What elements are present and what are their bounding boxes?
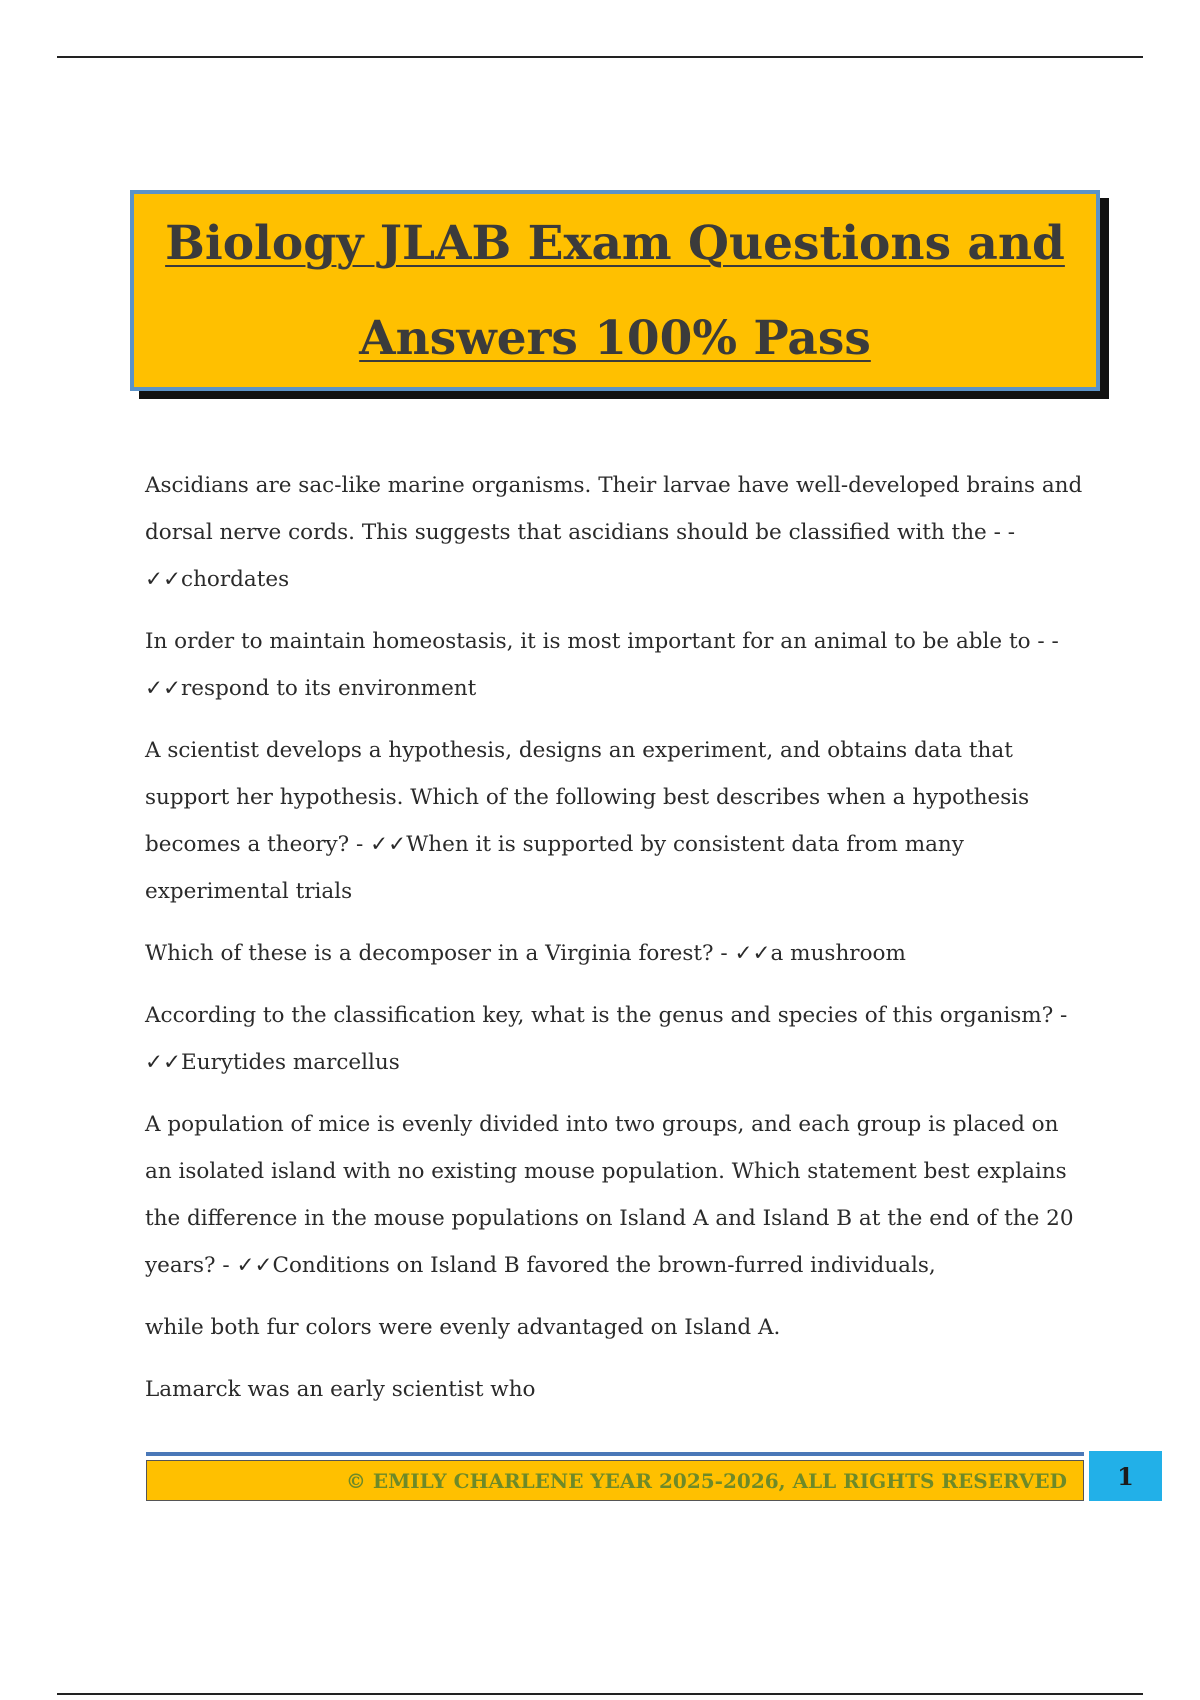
answer-text: a mushroom xyxy=(770,941,906,966)
trailing-text: Lamarck was an early scientist who xyxy=(145,1377,536,1402)
title-line-1: Biology JLAB Exam Questions and xyxy=(165,215,1065,271)
question-text: A population of mice is evenly divided into two groups, and each group is placed on an isolated island with no existing mouse population. Which statement best explains the difference in the mouse populations on Island A and Island B at the end of the 20 years? - xyxy=(145,1112,1074,1278)
qa-item xyxy=(145,618,1090,712)
title-banner xyxy=(130,190,1100,391)
double-check-icon: ✓✓ xyxy=(145,1050,182,1075)
question-text: Ascidians are sac-like marine organisms. Their larvae have well-developed brains and dorsal nerve cords. This suggests that ascidians should be classified with the - - xyxy=(145,473,1083,545)
double-check-icon: ✓✓ xyxy=(236,1253,273,1278)
question-text: A scientist develops a hypothesis, designs an experiment, and obtains data that support her hypothesis. Which of the following best describes when a hypothesis becomes a theory? - xyxy=(145,738,1030,857)
qa-item xyxy=(145,930,1090,977)
footer-banner xyxy=(146,1460,1084,1501)
answer-text: Conditions on Island B favored the brown-furred individuals, xyxy=(272,1253,936,1278)
double-check-icon: ✓✓ xyxy=(145,676,182,701)
double-check-icon: ✓✓ xyxy=(734,941,771,966)
top-rule xyxy=(57,56,1143,58)
title-line-2: Answers 100% Pass xyxy=(359,310,871,366)
copyright-text: © EMILY CHARLENE YEAR 2025-2026, ALL RIGHTS RESERVED xyxy=(345,1468,1067,1493)
qa-item xyxy=(145,992,1090,1086)
qa-item xyxy=(145,1101,1090,1289)
continuation-text: while both fur colors were evenly advantaged on Island A. xyxy=(145,1315,781,1340)
answer-text: When it is supported by consistent data from many experimental trials xyxy=(145,832,964,904)
answer-text: respond to its environment xyxy=(181,676,477,701)
double-check-icon: ✓✓ xyxy=(145,567,182,592)
question-text: In order to maintain homeostasis, it is most important for an animal to be able to - - xyxy=(145,629,1059,654)
qa-item xyxy=(145,727,1090,915)
page-number: 1 xyxy=(1089,1451,1162,1501)
answer-text: chordates xyxy=(181,567,290,592)
qa-item xyxy=(145,462,1090,603)
question-text: Which of these is a decomposer in a Virginia forest? - xyxy=(145,941,728,966)
question-text: According to the classification key, what is the genus and species of this organism? - xyxy=(145,1003,1068,1028)
qa-content xyxy=(145,462,1090,1428)
double-check-icon: ✓✓ xyxy=(370,832,407,857)
answer-text: Eurytides marcellus xyxy=(181,1050,400,1075)
bottom-rule xyxy=(57,1693,1143,1695)
